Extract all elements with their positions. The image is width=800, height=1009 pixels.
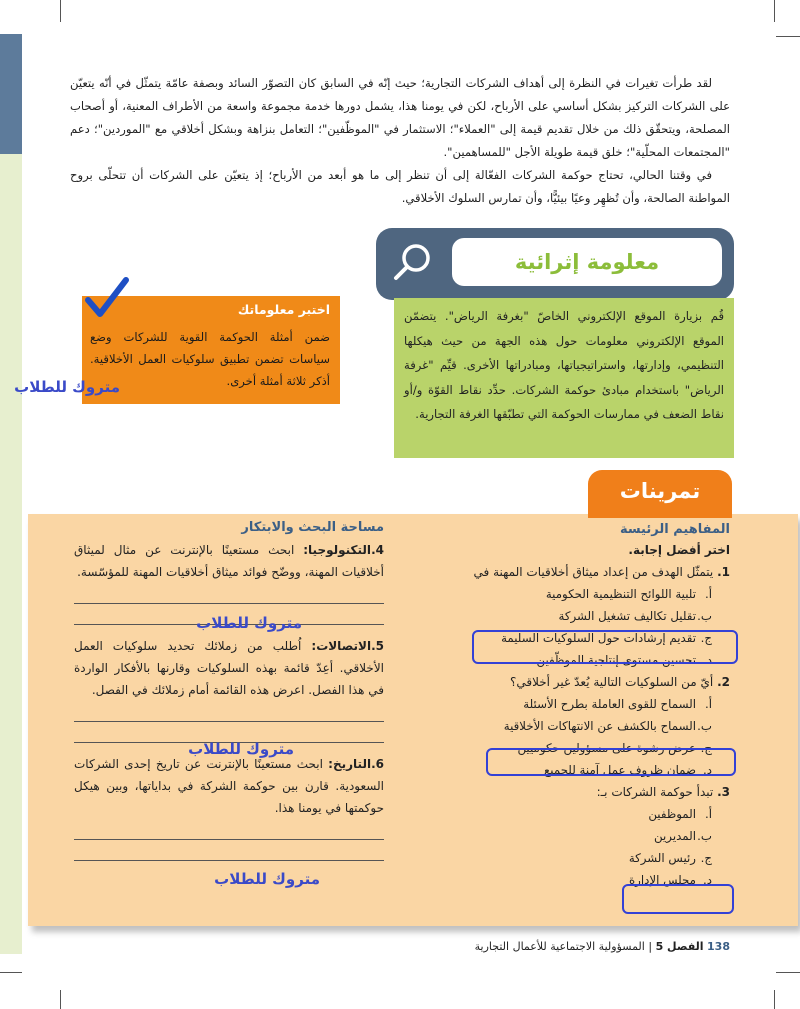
info-box-title: معلومة إثرائية [514,250,660,274]
crop-mark [0,972,22,973]
instruction: اختر أفضل إجابة. [628,543,730,557]
question-text: يتمثّل الهدف من إعداد ميثاق أخلاقيات المهنة في [473,565,714,579]
answer-highlight [472,630,738,664]
answer-option: أ.السماح للقوى العاملة بطرح الأسئلة [523,697,712,711]
answer-option: ب.السماح بالكشف عن الانتهاكات الأخلاقية [503,719,712,733]
handwritten-note: متروك للطلاب [188,740,294,758]
crop-mark [60,990,61,1009]
answer-option: ج.تقديم إرشادات حول السلوكيات السليمة [501,631,712,645]
answer-highlight [622,884,734,914]
crop-mark [774,0,775,22]
checkmark-icon [84,276,130,322]
answer-option: د.مجلس الإدارة [628,873,712,887]
crop-mark [774,990,775,1009]
page-footer [475,940,730,953]
handwritten-note: متروك للطلاب [214,870,320,888]
handwritten-note: متروك للطلاب [196,614,302,632]
page-number: 138 [707,940,730,953]
magnifier-icon [388,238,436,286]
question-number: 3. [717,785,730,799]
footer-separator: | [648,940,653,953]
research-task: 6.التاريخ: ابحث مستعينًا بالإنترنت عن تاريخ إحدى الشركات السعودية. قارن بين حوكمة الشركة في بداياتها، وبين هيكل حوكمتها في يومنا هذا. [74,757,384,815]
answer-highlight [486,748,736,776]
answer-option: د.تحسين مستوى إنتاجية الموظّفين [536,653,712,667]
answer-option: أ.الموظفين [648,807,712,821]
research-task: 5.الاتصالات: اُطلب من زملائك تحديد سلوكيات العمل الأخلاقي. أعِدّ قائمة بهذه السلوكيات وقارنها بالأفكار الواردة في هذا الفصل. اعرض هذه القائمة أمام زملائك في الفصل. [74,639,384,697]
page-edge-strip [0,34,22,954]
answer-line [74,701,384,722]
question [410,561,730,583]
question-text: تبدأ حوكمة الشركات بـ: [596,785,714,799]
answer-line [74,840,384,861]
answer-option: أ.تلبية اللوائح التنظيمية الحكومية [545,587,712,601]
test-knowledge-text: ضمن أمثلة الحوكمة القوية للشركات وضع سياسات تضمن تطبيق سلوكيات العمل الأخلاقية. أذكر ثلاثة أمثلة أخرى. [90,330,330,388]
intro-paragraph: في وقتنا الحالي، تحتاج حوكمة الشركات الفعّالة إلى أن تنظر إلى ما هو أبعد من الأرباح؛ إذ يتعيّن على الشركات أن تتحلّى بروح المواطنة الصالحة، وأن تُظهِر وعيًا بيئيًّا، وأن تمارس السلوك الأخلاقي. [70,168,730,205]
crop-mark [776,972,800,973]
research-task: 4.التكنولوجيا: ابحث مستعينًا بالإنترنت عن مثال لميثاق أخلاقيات المهنة، ووضّح فوائد ميثاق أخلاقيات المهنة للمؤسّسة. [74,543,384,579]
answer-option: ج.رئيس الشركة [628,851,712,865]
research-title: مساحة البحث والابتكار [241,520,384,535]
crop-mark [776,36,800,37]
main-concepts-title: المفاهيم الرئيسة [619,522,730,537]
answer-option: د.ضمان ظروف عمل آمنة للجميع [544,763,712,777]
intro-paragraph: لقد طرأت تغيرات في النظرة إلى أهداف الشركات التجارية؛ حيث إنّه في السابق كان التصوّر السائد وبصفة عامّة يتمثّل في أنّه يتعيّن على الشركات التركيز بشكل أساسي على الأرباح، لكن في يومنا هذا، يشمل دورها خدمة مجموعة واسعة من الأطراف المعنية، أو أصحاب المصلحة، ويتحقّق ذلك من خلال تقديم قيمة إلى "العملاء"؛ الاستثمار في "الموظّفين"؛ التعامل بنزاهة وبشكل أخلاقي مع "الموردين"؛ دعم "المجتمعات المحلّية"؛ خلق قيمة طويلة الأجل "للمساهمين". [70,76,730,159]
research-column [74,520,384,861]
answer-option: ب.تقليل تكاليف تشغيل الشركة [558,609,712,623]
answer-option: ب.المديرين [654,829,712,843]
exercises-tab: تمرينات [588,470,732,518]
question-number: 2. [717,675,730,689]
intro-text [70,72,730,210]
chapter-label: الفصل 5 [655,940,704,953]
question [410,671,730,693]
chapter-title: المسؤولية الاجتماعية للأعمال التجارية [474,940,645,953]
answer-option: ج.عرض رشوة على مسؤولين حكوميين [517,741,712,755]
crop-mark [60,0,61,22]
question-text: أيّ من السلوكيات التالية يُعدّ غير أخلاقي؟ [509,675,714,689]
handwritten-note: متروك للطلاب [14,378,120,396]
answer-line [74,583,384,604]
info-box-text: قُم بزيارة الموقع الإلكتروني الخاصّ "بغرفة الرياض". يتضمّن الموقع الإلكتروني معلومات حول هذه الجهة من حيث هيكلها التنظيمي، وإدارتها، واستراتيجياتها، ومبادراتها الأخرى. قيِّم "غرفة الرياض" باستخدام مبادئ حوكمة الشركات. حدِّد نقاط القوّة و/أو نقاط الضعف في ممارسات الحوكمة التي تطبّقها الغرفة التجارية. [404,309,724,421]
main-concepts-column [410,520,730,891]
answer-line [74,819,384,840]
question-number: 1. [717,565,730,579]
question [410,781,730,803]
test-knowledge-title: اختبر معلوماتك [237,302,330,317]
